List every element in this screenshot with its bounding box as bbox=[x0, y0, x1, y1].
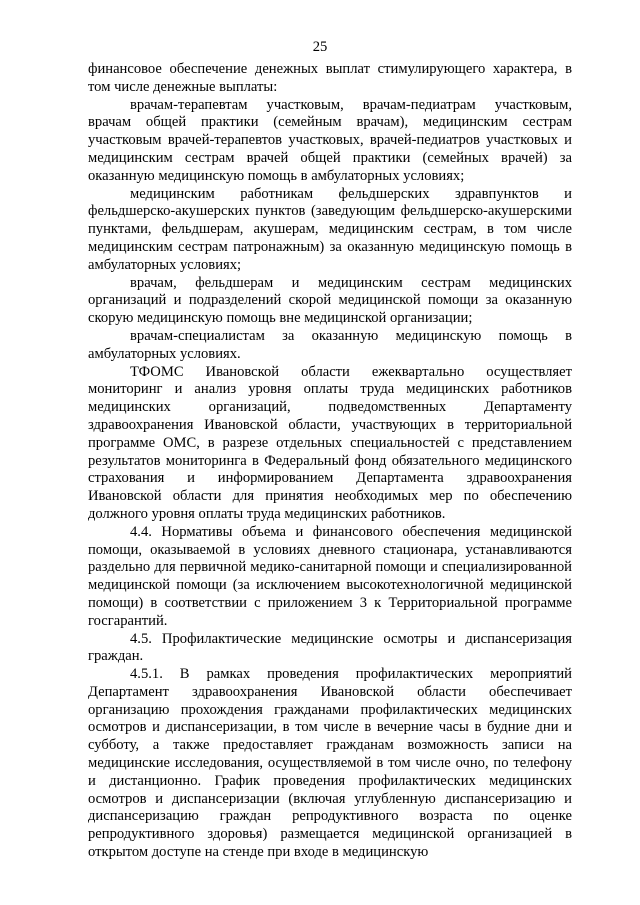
paragraph-list-item: врачам-специалистам за оказанную медицинскую помощь в амбулаторных условиях. bbox=[88, 327, 572, 362]
page-number: 25 bbox=[312, 39, 328, 55]
paragraph-section-4-5-1: 4.5.1. В рамках проведения профилактических мероприятий Департамент здравоохранения Ивановской области обеспечивает организацию прохождения гражданами профилактических медицинских осмотров и диспансеризации, в том числе в вечерние часы в будние дни и субботу, а также предоставляет гражданам возможность записи на медицинские исследования, осуществляемой в том числе очно, по телефону и дистанционно. График проведения профилактических медицинских осмотров и диспансеризации (включая углубленную диспансеризацию и диспансеризацию граждан репродуктивного возраста по оценке репродуктивного здоровья) размещается медицинской организацией в открытом доступе на стенде при входе в медицинскую bbox=[88, 666, 572, 861]
paragraph-intro: финансовое обеспечение денежных выплат стимулирующего характера, в том числе денежные выплаты: bbox=[88, 61, 572, 95]
paragraph-list-item: врачам, фельдшерам и медицинским сестрам медицинских организаций и подразделений скорой медицинской помощи за оказанную скорую медицинскую помощь вне медицинской организации; bbox=[88, 274, 572, 327]
paragraph-monitoring: ТФОМС Ивановской области ежеквартально осуществляет мониторинг и анализ уровня оплаты труда медицинских работников медицинских организаций, подведомственных Департаменту здравоохранения Ивановской области, участвующих в территориальной программе ОМС, в разрезе отдельных специальностей с представлением результатов мониторинга в Федеральный фонд обязательного медицинского страхования и информированием Департамента здравоохранения Ивановской области для принятия необходимых мер по обеспечению должного уровня оплаты труда медицинских работников. bbox=[88, 363, 572, 522]
paragraph-section-4-4: 4.4. Нормативы объема и финансового обеспечения медицинской помощи, оказываемой в условиях дневного стационара, устанавливаются раздельно для первичной медико-санитарной помощи и специализированной медицинской помощи (за исключением высокотехнологичной медицинской помощи) в соответствии с приложением 3 к Территориальной программе госгарантий. bbox=[88, 523, 572, 629]
paragraph-list-item: врачам-терапевтам участковым, врачам-педиатрам участковым, врачам общей практики (семейным врачам), медицинским сестрам участковым врачей-терапевтов участковых, врачей-педиатров участковых и медицинским сестрам врачей общей практики (семейных врачей) за оказанную медицинскую помощь в амбулаторных условиях; bbox=[88, 96, 572, 184]
paragraph-section-4-5: 4.5. Профилактические медицинские осмотры и диспансеризация граждан. bbox=[88, 630, 572, 665]
body-text bbox=[88, 61, 572, 862]
paragraph-list-item: медицинским работникам фельдшерских здравпунктов и фельдшерско-акушерских пунктов (заведующим фельдшерско-акушерскими пунктами, фельдшерам, акушерам, медицинским сестрам, в том числе медицинским сестрам патронажным) за оказанную медицинскую помощь в амбулаторных условиях; bbox=[88, 185, 572, 273]
